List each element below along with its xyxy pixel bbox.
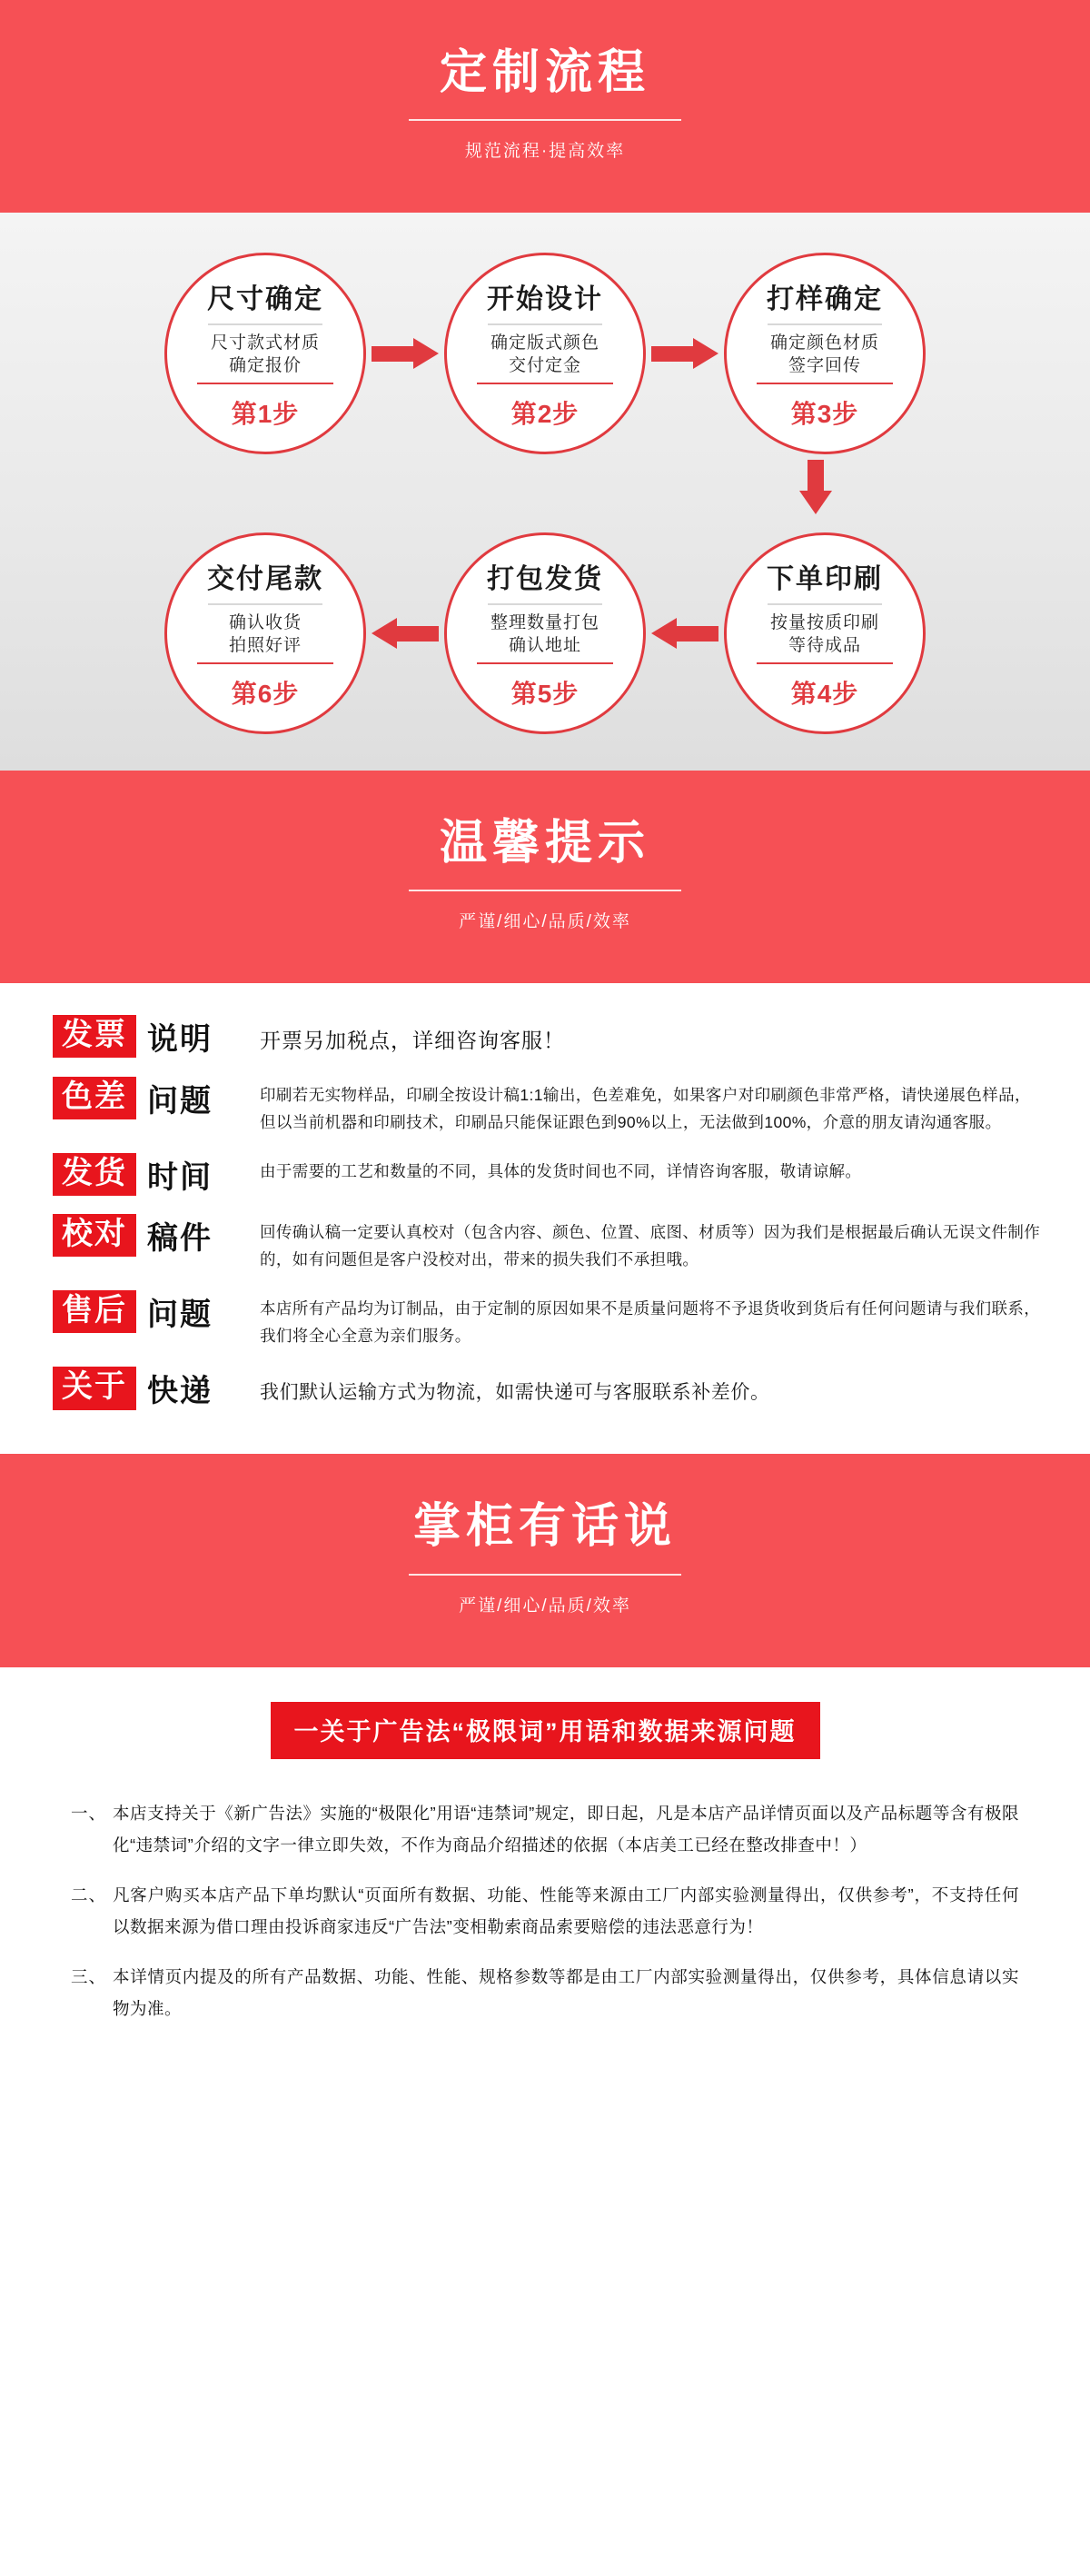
notice-list	[0, 1759, 1090, 2025]
flow-step-6-desc-line2: 拍照好评	[228, 636, 302, 656]
notice-title: 一关于广告法“极限词”用语和数据来源问题	[271, 1702, 820, 1759]
tips-banner-title: 温馨提示	[439, 817, 650, 870]
flow-banner-subtitle: 规范流程·提高效率	[464, 142, 626, 162]
tip-tag: 色差	[53, 1077, 136, 1119]
arrow-down-icon	[799, 460, 832, 514]
flow-step-3-divider	[768, 323, 882, 325]
tips-banner-divider	[409, 890, 681, 891]
flow-step-5-title: 打包发货	[487, 564, 603, 595]
tip-heading	[53, 1152, 260, 1197]
flow-step-3-desc-line2: 签字回传	[788, 356, 861, 376]
flow-step-4-desc-line2: 等待成品	[788, 636, 861, 656]
flow-step-1-step: 第1步	[231, 400, 300, 429]
flow-step-2	[444, 253, 646, 454]
flow-row-top	[0, 253, 1090, 454]
tip-item	[53, 1014, 1041, 1059]
notice-item-index: 三、	[71, 1967, 107, 1987]
notice-item-index: 一、	[71, 1803, 107, 1823]
flow-step-4-step-divider	[757, 662, 893, 664]
notice-item	[71, 1961, 1019, 2024]
notice-item-text: 本详情页内提及的所有产品数据、功能、性能、规格参数等都是由工厂内部实验测量得出，仅供参考，具体信息请以实物为准。	[113, 1967, 1019, 2019]
tips-banner-subtitle: 严谨/细心/品质/效率	[459, 912, 631, 932]
tip-body: 由于需要的工艺和数量的不同，具体的发货时间也不同，详情咨询客服，敬请谅解。	[260, 1162, 862, 1181]
shopkeeper-banner-subtitle: 严谨/细心/品质/效率	[459, 1596, 631, 1616]
tip-body: 我们默认运输方式为物流，如需快递可与客服联系补差价。	[260, 1382, 770, 1404]
flow-step-2-divider	[488, 323, 602, 325]
flow-step-1-title: 尺寸确定	[207, 284, 323, 315]
flow-step-6-step-divider	[197, 662, 333, 664]
arrow-left-icon-2	[651, 618, 718, 649]
tip-word: 时间	[147, 1160, 213, 1196]
tip-word: 快递	[147, 1374, 213, 1409]
flow-step-4-divider	[768, 603, 882, 605]
tip-heading	[53, 1014, 260, 1059]
tip-item	[53, 1213, 1041, 1273]
flow-step-3-desc-line1: 确定颜色材质	[769, 333, 879, 353]
flow-step-2-step: 第2步	[510, 400, 580, 429]
flow-step-5	[444, 532, 646, 734]
tip-heading	[53, 1213, 260, 1258]
arrow-down-wrap	[0, 454, 1090, 514]
arrow-right-icon-2	[651, 338, 718, 369]
notice-item-text: 凡客户购买本店产品下单均默认“页面所有数据、功能、性能等来源由工厂内部实验测量得出，仅供参考”，不支持任何以数据来源为借口理由投诉商家违反“广告法”变相勒索商品索要赔偿的违法恶意行为！	[113, 1885, 1019, 1937]
tip-item	[53, 1152, 1041, 1197]
flow-step-5-desc-line2: 确认地址	[508, 636, 581, 656]
flow-row-bottom	[0, 532, 1090, 734]
flow-banner	[0, 0, 1090, 213]
tip-word: 稿件	[147, 1221, 213, 1257]
notice-item-text: 本店支持关于《新广告法》实施的“极限化”用语“违禁词”规定，即日起，凡是本店产品详情页面以及产品标题等含有极限化“违禁词”介绍的文字一律立即失效，不作为商品介绍描述的依据（本店美工已经在整改排查中！）	[113, 1803, 1019, 1855]
flow-step-4-desc-line1: 按量按质印刷	[769, 613, 879, 633]
flow-step-6-desc-line1: 确认收货	[228, 613, 302, 633]
notice-item	[71, 1879, 1019, 1943]
tip-tag: 发货	[53, 1153, 136, 1196]
tip-word: 问题	[147, 1298, 213, 1333]
flow-step-3-step: 第3步	[790, 400, 859, 429]
flow-step-2-desc-line2: 交付定金	[508, 356, 581, 376]
flow-step-5-divider	[488, 603, 602, 605]
notice-item-index: 二、	[71, 1885, 107, 1905]
flow-step-6-step: 第6步	[231, 680, 300, 709]
flow-step-1-desc-line1: 尺寸款式材质	[210, 333, 320, 353]
tip-item	[53, 1289, 1041, 1349]
flow-step-1-divider	[208, 323, 322, 325]
flow-step-3	[724, 253, 926, 454]
flow-step-5-step: 第5步	[510, 680, 580, 709]
tip-heading	[53, 1289, 260, 1334]
tip-tag: 校对	[53, 1214, 136, 1257]
notice-section	[0, 1667, 1090, 2067]
flow-step-6-divider	[208, 603, 322, 605]
tip-heading	[53, 1366, 260, 1410]
arrow-right-icon-1	[372, 338, 439, 369]
tip-tag: 发票	[53, 1015, 136, 1058]
tip-tag: 关于	[53, 1367, 136, 1409]
flow-step-6	[164, 532, 366, 734]
tips-section	[0, 983, 1090, 1454]
shopkeeper-banner	[0, 1454, 1090, 1666]
tip-word: 问题	[147, 1083, 213, 1119]
flow-step-4-title: 下单印刷	[767, 564, 883, 595]
tip-body: 印刷若无实物样品，印刷全按设计稿1:1输出，色差难免，如果客户对印刷颜色非常严格，请快递展色样品，但以当前机器和印刷技术，印刷品只能保证跟色到90%以上，无法做到100%，介意的朋友请沟通客服。	[260, 1085, 1031, 1132]
flow-step-2-desc-line1: 确定版式颜色	[490, 333, 600, 353]
flow-step-5-desc-line1: 整理数量打包	[490, 613, 600, 633]
tip-item	[53, 1366, 1041, 1410]
flow-step-3-title: 打样确定	[767, 284, 883, 315]
notice-title-wrap	[0, 1702, 1090, 1759]
flow-step-1-step-divider	[197, 383, 333, 384]
flow-step-1	[164, 253, 366, 454]
shopkeeper-banner-title: 掌柜有话说	[412, 1500, 677, 1554]
flow-step-2-title: 开始设计	[487, 284, 603, 315]
flow-step-1-desc-line2: 确定报价	[228, 356, 302, 376]
flow-banner-title: 定制流程	[439, 46, 650, 99]
tip-heading	[53, 1076, 260, 1120]
tip-body: 开票另加税点，详细咨询客服！	[260, 1029, 565, 1053]
arrow-left-icon-1	[372, 618, 439, 649]
flow-step-5-step-divider	[477, 662, 613, 664]
tip-tag: 售后	[53, 1290, 136, 1333]
flow-banner-divider	[409, 119, 681, 121]
shopkeeper-banner-divider	[409, 1574, 681, 1576]
tip-item	[53, 1076, 1041, 1136]
flow-step-4-step: 第4步	[790, 680, 859, 709]
tip-body: 本店所有产品均为订制品，由于定制的原因如果不是质量问题将不予退货收到货后有任何问题请与我们联系，我们将全心全意为亲们服务。	[260, 1299, 1041, 1346]
tip-body: 回传确认稿一定要认真校对（包含内容、颜色、位置、底图、材质等）因为我们是根据最后确认无误文件制作的，如有问题但是客户没校对出，带来的损失我们不承担哦。	[260, 1223, 1041, 1269]
flow-step-6-title: 交付尾款	[207, 564, 323, 595]
notice-item	[71, 1797, 1019, 1861]
flow-section	[0, 213, 1090, 771]
tips-banner	[0, 771, 1090, 983]
tip-word: 说明	[147, 1022, 213, 1058]
flow-step-2-step-divider	[477, 383, 613, 384]
flow-step-3-step-divider	[757, 383, 893, 384]
flow-step-4	[724, 532, 926, 734]
